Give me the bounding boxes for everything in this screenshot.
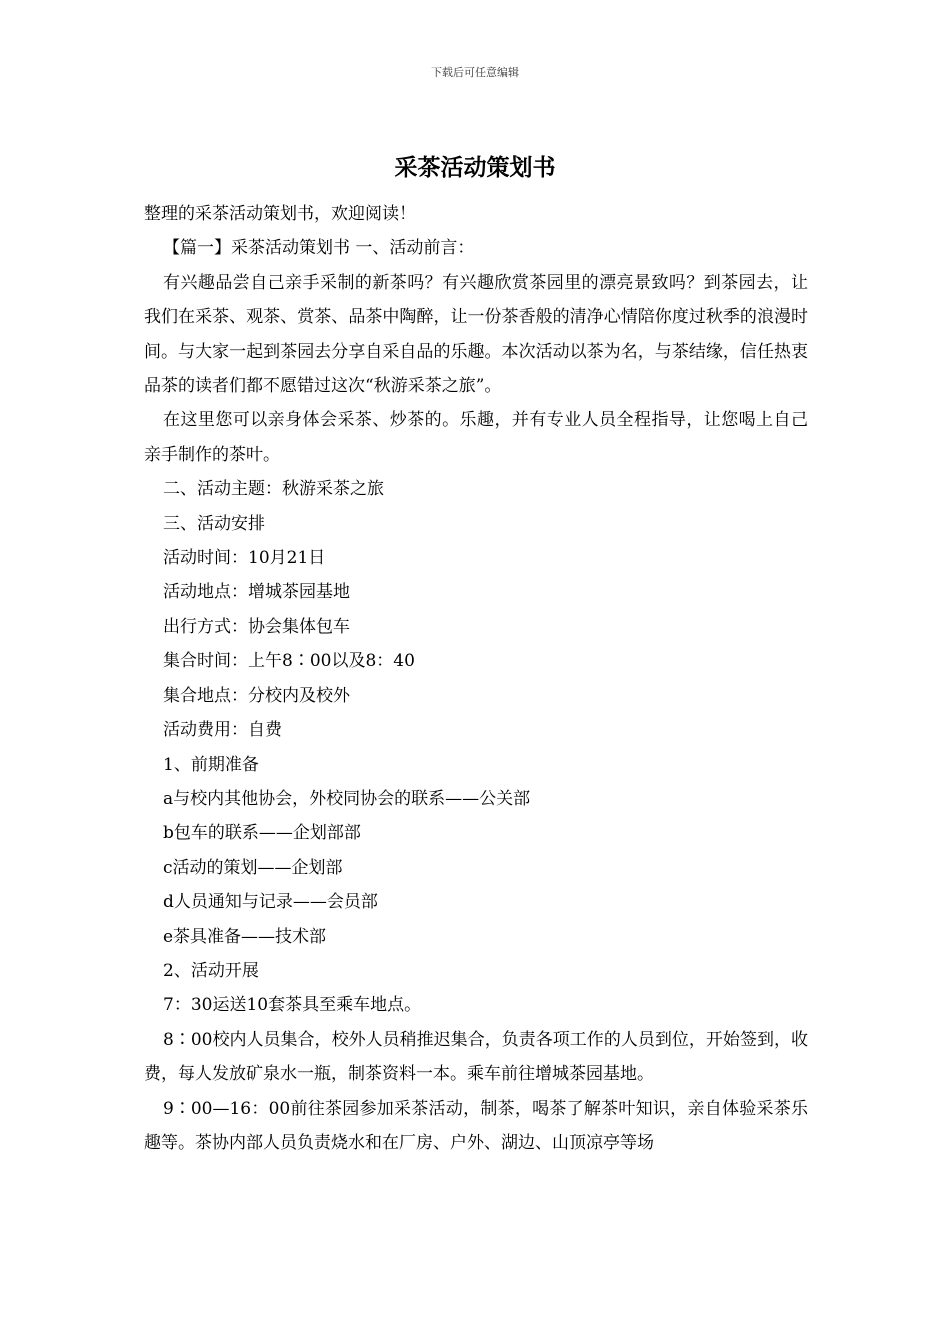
body-paragraph-experience: 在这里您可以亲身体会采茶、炒茶的。乐趣，并有专业人员全程指导，让您喝上自己亲手制作的茶叶。 — [144, 410, 808, 465]
subsection-heading-activity: 2、活动开展 — [163, 960, 259, 981]
list-item-a: a与校内其他协会，外校同协会的联系——公关部 — [163, 788, 531, 809]
section-heading-theme: 二、活动主题：秋游采茶之旅 — [163, 479, 384, 500]
detail-line-gather-place: 集合地点：分校内及校外 — [163, 685, 350, 706]
list-item-e: e茶具准备——技术部 — [163, 926, 327, 947]
section-heading-arrangement: 三、活动安排 — [163, 513, 265, 534]
intro-paragraph: 整理的采茶活动策划书，欢迎阅读！ — [144, 204, 416, 224]
schedule-line-0730: 7：30运送10套茶具至乘车地点。 — [163, 995, 422, 1016]
detail-line-transport: 出行方式：协会集体包车 — [163, 616, 350, 637]
detail-line-gather-time: 集合时间：上午8∶00以及8：40 — [163, 651, 415, 672]
subsection-heading-preparation: 1、前期准备 — [163, 754, 259, 775]
detail-line-time: 活动时间：10月21日 — [163, 548, 326, 569]
list-item-b: b包车的联系——企划部部 — [163, 823, 361, 844]
schedule-line-0900: 9∶00—16：00前往茶园参加采茶活动，制茶，喝茶了解茶叶知识，亲自体验采茶乐趣等。茶协内部人员负责烧水和在厂房、户外、湖边、山顶凉亭等场 — [144, 1098, 808, 1153]
detail-line-fee: 活动费用：自费 — [163, 720, 282, 741]
list-item-d: d人员通知与记录——会员部 — [163, 892, 378, 913]
document-title: 采茶活动策划书 — [394, 154, 556, 181]
header-note: 下载后可任意编辑 — [431, 66, 519, 79]
section-heading-part-one: 【篇一】采茶活动策划书 一、活动前言： — [163, 238, 475, 259]
list-item-c: c活动的策划——企划部 — [163, 857, 343, 878]
detail-line-location: 活动地点：增城茶园基地 — [163, 582, 350, 603]
document-body — [144, 197, 808, 1160]
body-paragraph-preface: 有兴趣品尝自己亲手采制的新茶吗？有兴趣欣赏茶园里的漂亮景致吗？到茶园去，让我们在采茶、观茶、赏茶、品茶中陶醉，让一份茶香般的清净心情陪你度过秋季的浪漫时间。与大家一起到茶园去分享自采自品的乐趣。本次活动以茶为名，与茶结缘，信任热衷品茶的读者们都不愿错过这次“秋游采茶之旅”。 — [144, 272, 808, 397]
schedule-line-0800: 8∶00校内人员集合，校外人员稍推迟集合，负责各项工作的人员到位，开始签到，收费，每人发放矿泉水一瓶，制茶资料一本。乘车前往增城茶园基地。 — [144, 1029, 808, 1085]
